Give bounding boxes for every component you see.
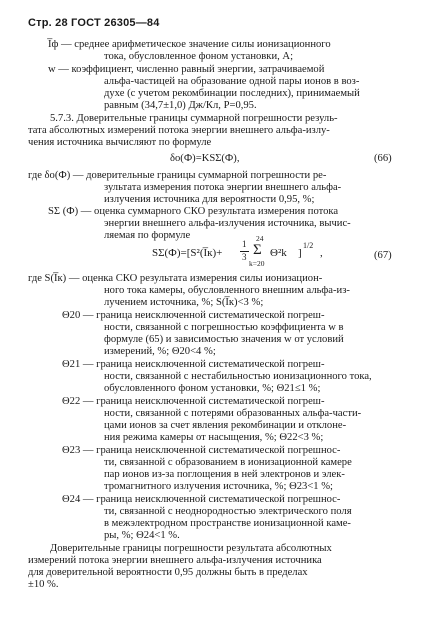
text-line: для доверительной вероятности 0,95 должны быть в пределах (28, 567, 308, 578)
text-line: пар ионов из-за поглощения в ней электронов и элек- (104, 469, 345, 480)
formula-tail: , (320, 247, 323, 259)
formula-rhs: ] (298, 247, 302, 259)
formula-term: Θ²k (270, 247, 287, 259)
text-line: SΣ (Ф) — оценка суммарного СКО результата измерения потока (48, 206, 339, 217)
text-line: (66) (374, 153, 392, 164)
text-line: где δо(Ф) — доверительные границы суммарной погрешности ре- (28, 170, 327, 181)
text-line: измерений, %; Θ20<4 %; (104, 346, 216, 357)
sigma-icon: Σ (253, 242, 262, 258)
text-line: ности, связанной с погрешностью коэффициента w в (104, 322, 344, 333)
text-line: Θ21 — граница неисключенной систематической погреш- (62, 359, 325, 370)
formula-frac-den: 3 (242, 252, 247, 262)
text-line: Θ22 — граница неисключенной систематической погреш- (62, 396, 325, 407)
text-line: (67) (374, 250, 392, 261)
text-line: ти, связанной с неоднородностью электрического поля (104, 506, 352, 517)
text-line: Θ23 — граница неисключенной систематической погрешнос- (62, 445, 341, 456)
text-line: формуле (65) и зависимостью значения w от условий (104, 334, 344, 345)
text-line: тромагнитного излучения источника, %; Θ23<1 %; (104, 481, 334, 492)
page-header: Стр. 28 ГОСТ 26305—84 (28, 17, 160, 29)
text-line: альфа-частицей на образование одной пары ионов в воз- (104, 76, 360, 87)
text-line: Θ20 — граница неисключенной систематической погреш- (62, 310, 325, 321)
text-line: Θ24 — граница неисключенной систематической погрешнос- (62, 494, 341, 505)
text-line: I̅ф — среднее арифметическое значение силы ионизационного (48, 39, 331, 50)
formula-sum-top: 24 (256, 234, 264, 243)
text-line: излучения источника для вероятности 0,95, %; (104, 194, 315, 205)
text-line: чения источника вычисляют по формуле (28, 137, 212, 148)
text-line: тата абсолютных измерений потока энергии внешнего альфа-излу- (28, 125, 330, 136)
text-line: ного тока камеры, обусловленного внешним альфа-из- (104, 285, 350, 296)
text-line: зультата измерения потока энергии внешнего альфа- (104, 182, 342, 193)
text-line: энергии внешнего альфа-излучения источника, вычис- (104, 218, 351, 229)
text-line: ния режима камеры от насыщения, %; Θ22<3 %; (104, 432, 324, 443)
formula-sum-bottom: k=20 (249, 259, 265, 268)
formula-67 (152, 234, 372, 268)
text-line: в межэлектродном пространстве ионизационной каме- (104, 518, 351, 529)
text-line: тока, обусловленное фоном установки, А; (104, 51, 294, 62)
formula-power: 1/2 (303, 241, 314, 250)
text-line: обусловленного фоном установки, %; Θ21≤1 %; (104, 383, 321, 394)
text-line: ности, связанной с нестабильностью ионизационного тока, (104, 371, 372, 382)
text-line: духе (с учетом рекомбинации последних), принимаемый (104, 88, 360, 99)
text-line: ности, связанной с потерями образованных альфа-части- (104, 408, 362, 419)
formula-lhs: SΣ(Ф)=[S²(I̅к)+ (152, 247, 223, 259)
text-line: ти, связанной с образованием в ионизационной камере (104, 457, 352, 468)
text-line: лучением источника, %; S(I̅к)<3 %; (104, 297, 264, 308)
text-line: δо(Ф)=KSΣ(Ф), (170, 153, 240, 164)
text-line: цами ионов за счет явления рекомбинации и отклоне- (104, 420, 347, 431)
text-line: где S(I̅к) — оценка СКО результата измерения силы ионизацион- (28, 273, 323, 284)
text-line: ляемая по формуле (104, 230, 191, 241)
text-line: равным (34,7±1,0) Дж/Кл, P=0,95. (104, 100, 257, 111)
text-line: ±10 %. (28, 579, 59, 590)
text-line: ры, %; Θ24<1 %. (104, 530, 180, 541)
text-line: измерений потока энергии внешнего альфа-излучения источника (28, 555, 322, 566)
text-line: Доверительные границы погрешности результата абсолютных (50, 543, 332, 554)
text-line: w — коэффициент, численно равный энергии, затрачиваемой (48, 64, 325, 75)
formula-frac-num: 1 (242, 239, 247, 249)
text-line: 5.7.3. Доверительные границы суммарной погрешности резуль- (50, 113, 338, 124)
